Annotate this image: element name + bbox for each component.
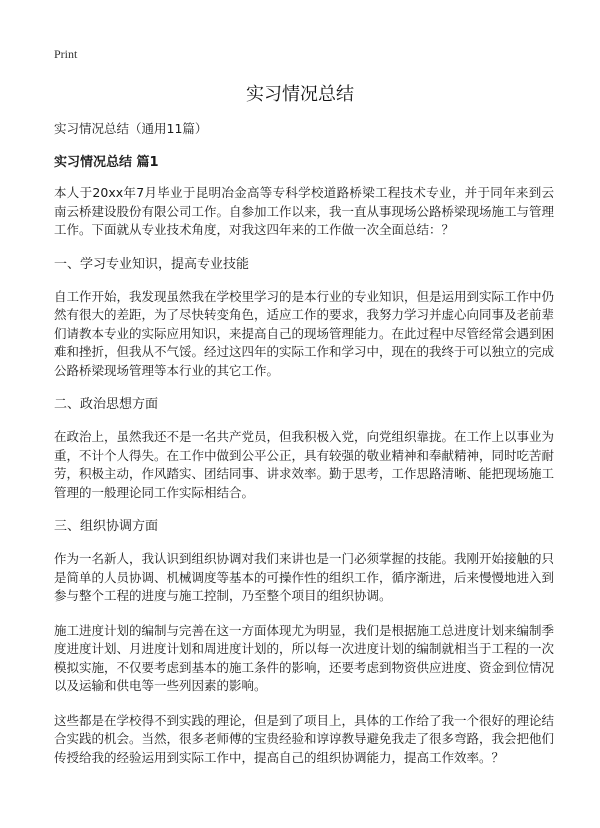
print-label: Print <box>54 47 78 61</box>
document-subtitle: 实习情况总结（通用11篇） <box>54 121 208 136</box>
paragraph-section-2: 在政治上，虽然我还不是一名共产党员，但我积极入党，向党组织靠拢。在工作上以事业为重，不计个人得失。在工作中做到公平公正，具有较强的敬业精神和奉献精神，同时吃苦耐劳，积极主动，作风踏实、团结同事、讲求效率。勤于思考，工作思路清晰、能把现场施工管理的一般理论同工作实际相结合。 <box>54 429 555 500</box>
section-heading-2: 二、政治思想方面 <box>54 397 159 412</box>
article-title: 实习情况总结 篇1 <box>54 155 159 170</box>
paragraph-section-1: 自工作开始，我发现虽然我在学校里学习的是本行业的专业知识，但是运用到实际工作中仍然有很大的差距，为了尽快转变角色，适应工作的要求，我努力学习并虚心向同事及老前辈们请教本专业的实际应用知识，来提高自己的现场管理能力。在此过程中尽管经常会遇到困难和挫折，但我从不气馁。经过这四年的实际工作和学习中，现在的我终于可以独立的完成公路桥梁现场管理等本行业的其它工作。 <box>54 288 555 378</box>
section-heading-1: 一、学习专业知识，提高专业技能 <box>54 256 250 272</box>
section-heading-3: 三、组织协调方面 <box>54 519 159 534</box>
page-title: 实习情况总结 <box>246 84 354 105</box>
paragraph-section-3c: 这些都是在学校得不到实践的理论，但是到了项目上，具体的工作给了我一个很好的理论结合实践的机会。当然，很多老师傅的宝贵经验和谆谆教导避免我走了很多弯路，我会把他们传授给我的经验运用到实际工作中，提高自己的组织协调能力，提高工作效率。？ <box>54 712 555 765</box>
paragraph-section-3b: 施工进度计划的编制与完善在这一方面体现尤为明显，我们是根据施工总进度计划来编制季度进度计划、月进度计划和周进度计划的，所以每一次进度计划的编制就相当于工程的一次模拟实施，不仅要考虑到基本的施工条件的影响，还要考虑到物资供应进度、资金到位情况以及运输和供电等一些列因素的影响。 <box>54 622 555 693</box>
document-body <box>54 121 554 783</box>
paragraph-section-3a: 作为一名新人，我认识到组织协调对我们来讲也是一门必须掌握的技能。我刚开始接触的只是简单的人员协调、机械调度等基本的可操作性的组织工作，循序渐进，后来慢慢地进入到参与整个工程的进度与施工控制，乃至整个项目的组织协调。 <box>54 551 555 603</box>
paragraph-intro: 本人于20xx年7月毕业于昆明冶金高等专科学校道路桥梁工程技术专业，并于同年来到云南云桥建设股份有限公司工作。自参加工作以来，我一直从事现场公路桥梁现场施工与管理工作。下面就从专业技术角度，对我这四年来的工作做一次全面总结：？ <box>54 185 555 237</box>
